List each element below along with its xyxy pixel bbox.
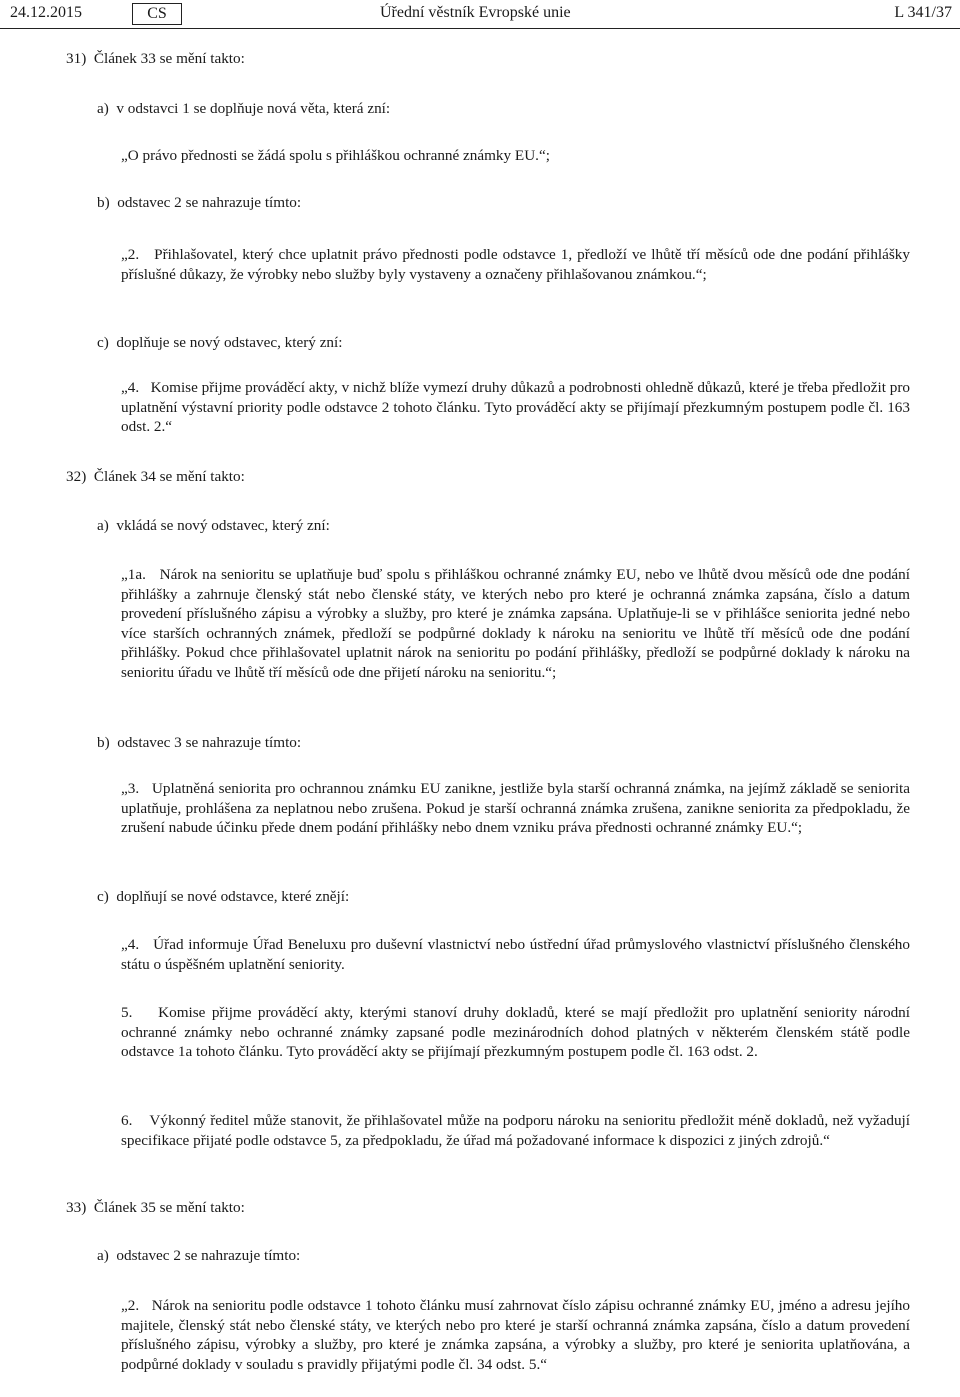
- page-number: L 341/37: [894, 4, 952, 21]
- amendment-point: c) doplňují se nové odstavce, které znějí:: [97, 888, 350, 905]
- amendment-point: c) doplňuje se nový odstavec, který zní:: [97, 334, 343, 351]
- article-heading: 33) Článek 35 se mění takto:: [66, 1199, 245, 1216]
- amendment-point: b) odstavec 2 se nahrazuje tímto:: [97, 194, 302, 211]
- quoted-paragraph: „3. Uplatněná seniorita pro ochrannou známku EU zanikne, jestliže byla starší ochranná známka, na jejímž základě se seniorita uplatňuje, prohlášena za neplatnou nebo zrušena. Pokud je starší ochranná známka zrušena, zanikne seniorita za předpokladu, že zrušení nabude účinku přede dnem podání přihlášky nebo dnem vzniku práva přednosti ochranné známky EU.“;: [121, 780, 910, 837]
- quoted-paragraph: „4. Komise přijme prováděcí akty, v nichž blíže vymezí druhy důkazů a podrobnosti ohledně důkazů, které je třeba předložit pro uplatnění výstavní priority podle odstavce 2 tohoto článku. Tyto prováděcí akty se přijímají přezkumným postupem podle čl. 163 odst. 2.“: [121, 379, 910, 436]
- journal-header: [0, 0, 960, 29]
- amendment-point: b) odstavec 3 se nahrazuje tímto:: [97, 734, 302, 751]
- quoted-paragraph: „O právo přednosti se žádá spolu s přihláškou ochranné známky EU.“;: [121, 147, 550, 164]
- publication-date: 24.12.2015: [10, 4, 82, 21]
- amendment-point: a) vkládá se nový odstavec, který zní:: [97, 517, 330, 534]
- amendment-point: a) odstavec 2 se nahrazuje tímto:: [97, 1247, 301, 1264]
- journal-title: Úřední věstník Evropské unie: [380, 4, 571, 21]
- quoted-paragraph: „2. Přihlašovatel, který chce uplatnit právo přednosti podle odstavce 1, předloží ve lhůtě tří měsíců ode dne podání přihlášky příslušné důkazy, že výrobky nebo služby byly vystaveny a označeny přihlašovanou známkou.“;: [121, 246, 910, 283]
- language-badge: CS: [132, 3, 182, 25]
- quoted-paragraph: 5. Komise přijme prováděcí akty, kterými stanoví druhy dokladů, které se mají předložit pro uplatnění seniority národní ochranné známky nebo ochranné známky zapsané podle mezinárodních dohod platných v některém členském státě podle odstavce 1a tohoto článku. Tyto prováděcí akty se přijímají přezkumným postupem podle čl. 163 odst. 2.: [121, 1004, 910, 1061]
- article-heading: 32) Článek 34 se mění takto:: [66, 468, 245, 485]
- quoted-paragraph: „1a. Nárok na senioritu se uplatňuje buď spolu s přihláškou ochranné známky EU, nebo ve lhůtě dvou měsíců ode dne podání přihlášky a zahrnuje členský stát nebo členské státy, ve kterých nebo pro které je ochranná známka zapsána, číslo a datum provedení příslušného zápisu a výrobky a služby, pro které je známka zapsána. Uplatňuje-li se v přihlášce seniorita jedné nebo více starších ochranných známek, předloží se podpůrné doklady k nároku na senioritu ve lhůtě tří měsíců ode dne podání přihlášky. Pokud chce přihlašovatel uplatnit nárok na senioritu po podání přihlášky, předloží se podpůrné doklady k nároku na senioritu úřadu ve lhůtě tří měsíců ode dne přijetí nároku na senioritu.“;: [121, 566, 910, 681]
- article-heading: 31) Článek 33 se mění takto:: [66, 50, 245, 67]
- quoted-paragraph: „2. Nárok na senioritu podle odstavce 1 tohoto článku musí zahrnovat číslo zápisu ochranné známky EU, jméno a adresu jejího majitele, členský stát nebo členské státy, ve kterých nebo pro které je starší ochranná známka zapsána, číslo a datum provedení příslušného zápisu, výrobky a služby, pro které je známka zapsána, a výrobky a služby, pro které je seniorita uplatňována, a podpůrné doklady v souladu s pravidly přijatými podle čl. 34 odst. 5.“: [121, 1297, 910, 1373]
- amendment-point: a) v odstavci 1 se doplňuje nová věta, která zní:: [97, 100, 391, 117]
- quoted-paragraph: 6. Výkonný ředitel může stanovit, že přihlašovatel může na podporu nároku na senioritu předložit méně dokladů, než vyžadují specifikace přijaté podle odstavce 5, za předpokladu, že úřad má požadované informace k dispozici z jiných zdrojů.“: [121, 1112, 910, 1149]
- quoted-paragraph: „4. Úřad informuje Úřad Beneluxu pro duševní vlastnictví nebo ústřední úřad průmyslového vlastnictví příslušného členského státu o úspěšném uplatnění seniority.: [121, 936, 910, 973]
